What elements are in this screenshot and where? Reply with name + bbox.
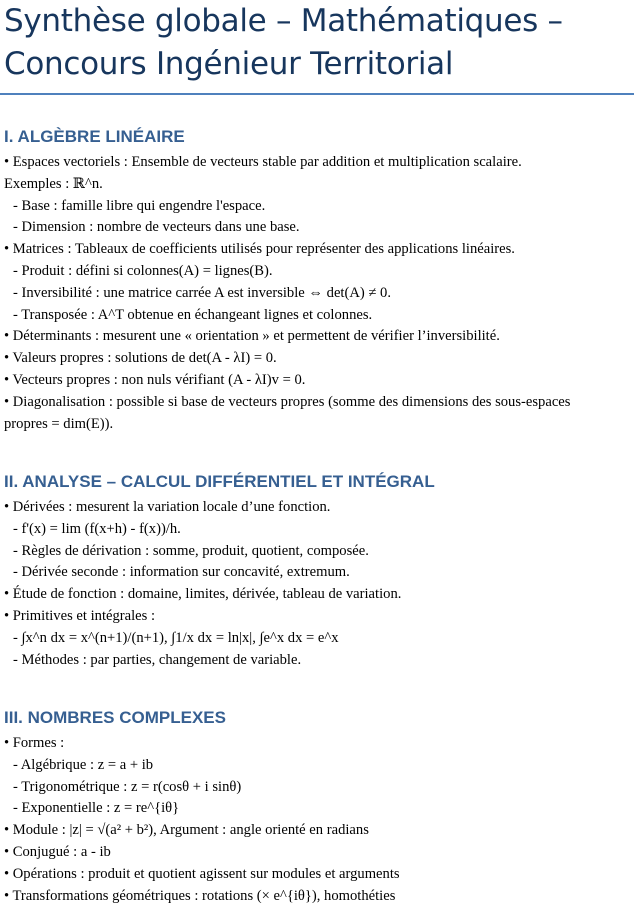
list-item: - Transposée : A^T obtenue en échangeant lignes et colonnes. — [13, 306, 373, 323]
list-item: - f'(x) = lim (f(x+h) - f(x))/h. — [13, 520, 181, 537]
list-item: • Diagonalisation : possible si base de vecteurs propres (somme des dimensions des sous-espaces propres = dim(E)). — [4, 393, 571, 432]
title-line-1: Synthèse globale – Mathématiques – — [4, 3, 563, 39]
list-item: • Vecteurs propres : non nuls vérifiant (A - λI)v = 0. — [4, 371, 306, 388]
list-item: • Module : |z| = √(a² + b²), Argument : angle orienté en radians — [4, 822, 369, 839]
section-algebre-lineaire — [0, 125, 634, 435]
list-item: - Méthodes : par parties, changement de variable. — [13, 651, 302, 668]
list-item: • Opérations : produit et quotient agissent sur modules et arguments — [4, 865, 400, 882]
list-item: - Trigonométrique : z = r(cosθ + i sinθ) — [13, 778, 242, 795]
list-item: - Dimension : nombre de vecteurs dans une base. — [13, 219, 300, 236]
list-item: - Produit : défini si colonnes(A) = lignes(B). — [13, 262, 273, 279]
section-heading: III. NOMBRES COMPLEXES — [4, 708, 226, 727]
list-item: • Primitives et intégrales : — [4, 607, 156, 624]
list-item: - Exponentielle : z = re^{iθ} — [13, 800, 180, 817]
list-item: • Dérivées : mesurent la variation locale d’une fonction. — [4, 499, 331, 515]
list-item: - Règles de dérivation : somme, produit, quotient, composée. — [13, 542, 369, 559]
list-item: • Espaces vectoriels : Ensemble de vecteurs stable par addition et multiplication scalaire. — [4, 154, 522, 170]
list-item: • Valeurs propres : solutions de det(A - λI) = 0. — [4, 350, 277, 367]
title-underline — [0, 93, 634, 95]
list-item: - ∫x^n dx = x^(n+1)/(n+1), ∫1/x dx = ln|x|, ∫e^x dx = e^x — [13, 629, 339, 646]
list-item: • Transformations géométriques : rotations (× e^{iθ}), homothéties — [4, 887, 396, 903]
document-title — [0, 0, 634, 86]
list-item: • Formes : — [4, 735, 65, 751]
list-item: • Conjugué : a - ib — [4, 843, 111, 860]
list-item: - Algébrique : z = a + ib — [13, 756, 154, 773]
section-heading: I. ALGÈBRE LINÉAIRE — [4, 127, 185, 146]
title-line-2: Concours Ingénieur Territorial — [4, 46, 454, 82]
section-analyse — [0, 470, 634, 671]
list-item: • Matrices : Tableaux de coefficients utilisés pour représenter des applications linéaires. — [4, 241, 515, 258]
list-item: Exemples : ℝ^n. — [4, 175, 103, 192]
list-item: • Déterminants : mesurent une « orientation » et permettent de vérifier l’inversibilité. — [4, 328, 500, 345]
list-item: - Dérivée seconde : information sur concavité, extremum. — [13, 564, 350, 581]
list-item: - Base : famille libre qui engendre l'espace. — [13, 197, 266, 214]
section-nombres-complexes — [0, 706, 634, 903]
list-item: - Inversibilité : une matrice carrée A est inversible ⇔ det(A) ≠ 0. — [13, 284, 391, 301]
section-heading: II. ANALYSE – CALCUL DIFFÉRENTIEL ET INTÉGRAL — [4, 472, 435, 491]
list-item: • Étude de fonction : domaine, limites, dérivée, tableau de variation. — [4, 586, 402, 603]
